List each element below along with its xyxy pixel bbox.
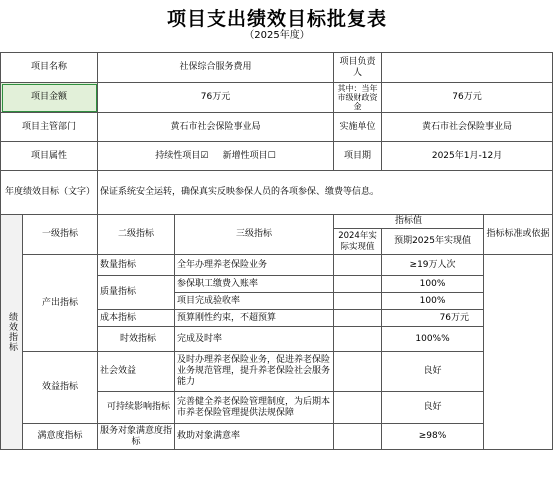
row-actual <box>334 424 382 450</box>
row-actual <box>334 352 382 392</box>
row-expected: 良好 <box>382 392 484 424</box>
header-level1: 一级指标 <box>23 215 98 255</box>
row-actual <box>334 392 382 424</box>
row-level2: 成本指标 <box>98 310 175 327</box>
dept-label: 项目主管部门 <box>1 113 98 142</box>
amount-label[interactable]: 项目金额 <box>1 83 98 113</box>
row-expected: 76万元 <box>382 310 484 327</box>
row-level3: 预算刚性约束，不超预算 <box>175 310 334 327</box>
leader-value <box>382 53 553 83</box>
leader-label: 项目负责人 <box>334 53 382 83</box>
goal-label: 年度绩效目标（文字） <box>1 171 98 215</box>
amount-value: 76万元 <box>98 83 334 113</box>
row-actual <box>334 310 382 327</box>
project-name-label: 项目名称 <box>1 53 98 83</box>
row-level2: 时效指标 <box>98 327 175 352</box>
header-level3: 三级指标 <box>175 215 334 255</box>
page-subtitle: （2025年度） <box>244 30 310 41</box>
attr-value: 持续性项目☑ 新增性项目☐ <box>98 142 334 171</box>
group-benefit: 效益指标 <box>23 352 98 424</box>
row-expected: ≥98% <box>382 424 484 450</box>
impl-value: 黄石市社会保险事业局 <box>382 113 553 142</box>
row-level3: 完成及时率 <box>175 327 334 352</box>
row-level2: 社会效益 <box>98 352 175 392</box>
row-level3: 及时办理养老保险业务，促进养老保险业务规范管理，提升养老保险社会服务能力 <box>175 352 334 392</box>
row-level2: 可持续影响指标 <box>98 392 175 424</box>
side-label-cell <box>1 215 23 450</box>
page-title: 项目支出绩效目标批复表 <box>166 8 387 30</box>
row-level2: 数量指标 <box>98 255 175 276</box>
header-basis: 指标标准或依据 <box>484 215 553 255</box>
row-level2: 质量指标 <box>98 276 175 310</box>
period-label: 项目期 <box>334 142 382 171</box>
group-output: 产出指标 <box>23 255 98 352</box>
row-expected: 100%% <box>382 327 484 352</box>
project-name-value: 社保综合服务费用 <box>98 53 334 83</box>
row-expected: ≥19万人次 <box>382 255 484 276</box>
header-expected-2025: 预期2025年实现值 <box>382 229 484 255</box>
header-level2: 二级指标 <box>98 215 175 255</box>
row-actual <box>334 255 382 276</box>
basis-cell <box>484 255 553 450</box>
group-satisfaction: 满意度指标 <box>23 424 98 450</box>
row-level3: 项目完成验收率 <box>175 293 334 310</box>
row-level3: 参保职工缴费入账率 <box>175 276 334 293</box>
header-actual-2024: 2024年实际实现值 <box>334 229 382 255</box>
row-actual <box>334 276 382 293</box>
approval-table <box>0 52 553 450</box>
goal-text: 保证系统安全运转，确保真实反映参保人员的各项参保、缴费等信息。 <box>98 171 553 215</box>
period-value: 2025年1月-12月 <box>382 142 553 171</box>
row-level3: 完善健全养老保险管理制度，为后期本市养老保险管理提供法规保障 <box>175 392 334 424</box>
attr-label: 项目属性 <box>1 142 98 171</box>
header-indicator-value: 指标值 <box>334 215 484 229</box>
row-level2: 服务对象满意度指标 <box>98 424 175 450</box>
impl-label: 实施单位 <box>334 113 382 142</box>
row-level3: 全年办理养老保险业务 <box>175 255 334 276</box>
row-expected: 100% <box>382 293 484 310</box>
fiscal-value: 76万元 <box>382 83 553 113</box>
row-expected: 良好 <box>382 352 484 392</box>
row-expected: 100% <box>382 276 484 293</box>
fiscal-label: 其中：当年市级财政资金 <box>334 83 382 113</box>
row-level3: 救助对象满意率 <box>175 424 334 450</box>
row-actual <box>334 293 382 310</box>
dept-value: 黄石市社会保险事业局 <box>98 113 334 142</box>
side-label: 绩效指标 <box>7 312 17 352</box>
row-actual <box>334 327 382 352</box>
